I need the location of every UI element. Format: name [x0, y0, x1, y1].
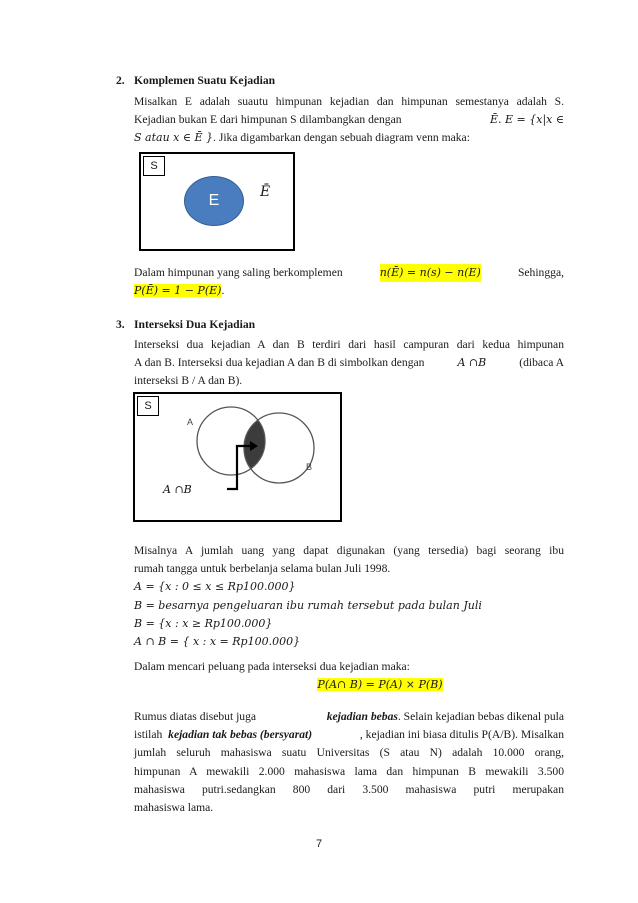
set-a-label: A: [187, 417, 194, 427]
universe-s-label-2: S: [137, 396, 159, 416]
s3-p1-line2-end: (dibaca A: [519, 356, 564, 370]
universe-s-label: S: [143, 156, 165, 176]
s3-p4-line1-bc: [327, 708, 564, 726]
section-2-heading: [116, 74, 275, 87]
section-2-paragraph-2: [134, 264, 564, 300]
s2-p2-line1: [134, 264, 564, 282]
s2-p1-line3-text: . Jika digambarkan dengan sebuah diagram venn maka:: [213, 131, 470, 145]
section-3-paragraph-4: [134, 708, 564, 817]
venn-ab-svg: [135, 394, 340, 520]
s3-p1-line1: Interseksi dua kejadian A dan B terdiri dari hasil campuran dari kedua himpunan: [134, 338, 564, 351]
s2-p1-line3: [134, 129, 564, 147]
set-b-label: B: [306, 462, 313, 472]
s3-p4-line3: jumlah seluruh mahasiswa suatu Universitas (S atau N) adalah 10.000 orang,: [134, 746, 564, 760]
s3-p4-line1-a: Rumus diatas disebut juga: [134, 710, 257, 723]
s3-p2-line2: rumah tangga untuk berbelanja selama bulan Juli 1998.: [134, 562, 391, 576]
s2-p1-line2-math: Ē. E = {x|x ∈: [489, 113, 564, 127]
s2-p2-math2: P(Ē) = 1 − P(E): [134, 284, 222, 298]
s2-p2-text2: Sehingga,: [517, 266, 564, 279]
s3-p1-line3: interseksi B / A dan B).: [134, 374, 243, 388]
section-3-heading: [116, 318, 255, 331]
s2-p1-line1: Misalkan E adalah suautu himpunan kejadian dan himpunan semestanya adalah S.: [134, 95, 564, 108]
set-ab-definition: A ∩ B = { x : x = Rp100.000}: [134, 635, 301, 649]
section-3-paragraph-2: [134, 542, 564, 651]
s2-p1-line2-text: Kejadian bukan E dari himpunan S dilambangkan dengan: [134, 113, 402, 127]
s3-p4-line1: [134, 708, 564, 726]
s3-p4-line1-c: . Selain kejadian bebas dikenal pula: [397, 710, 564, 723]
s3-p4-line2-ab: [134, 726, 312, 744]
venn-intersection-diagram: [133, 392, 342, 522]
s3-p3-line: Dalam mencari peluang pada interseksi dua kejadian maka:: [134, 660, 410, 673]
set-b-description: B = besarnya pengeluaran ibu rumah tersebut pada bulan Juli: [134, 598, 482, 612]
s3-p4-line2-a: istilah: [134, 728, 163, 742]
complement-e-bar-label: Ē: [260, 184, 271, 200]
intersection-formula: P(A∩ B) = P(A) × P(B): [317, 678, 443, 692]
event-e-label: E: [208, 192, 220, 209]
s3-p4-line2: [134, 726, 564, 744]
s2-p2-line2: [134, 282, 564, 300]
s2-p2-end: .: [221, 284, 225, 298]
s3-formula-line: [134, 676, 564, 694]
page-number: 7: [315, 838, 323, 850]
set-a-definition: A = {x : 0 ≤ x ≤ Rp100.000}: [134, 580, 296, 594]
s3-p4-line6: mahasiswa lama.: [134, 801, 214, 815]
s2-p2-math1: n(Ē) = n(s) − n(E): [380, 264, 481, 282]
s3-p1-line2: [134, 354, 564, 372]
section-2-number: 2.: [116, 74, 125, 87]
kejadian-bebas-term: kejadian bebas: [326, 710, 398, 723]
s3-p1-line2-math: A ∩B: [457, 356, 487, 370]
section-3-paragraph-3: [134, 658, 564, 694]
s3-p1-line2-text: A dan B. Interseksi dua kejadian A dan B di simbolkan dengan: [134, 356, 425, 370]
section-2-title: Komplemen Suatu Kejadian: [134, 74, 276, 87]
set-b-definition: B = {x : x ≥ Rp100.000}: [134, 616, 273, 630]
section-3-title: Interseksi Dua Kejadian: [134, 318, 256, 331]
s3-p2-line1: Misalnya A jumlah uang yang dapat digunakan (yang tersedia) bagi seorang ibu: [134, 544, 564, 557]
section-3-paragraph-1: [134, 336, 564, 391]
s3-p4-line5: mahasiswa putri.sedangkan 800 dari 3.500 mahasiswa putri merupakan: [134, 782, 564, 796]
section-2-paragraph-1: [134, 93, 564, 148]
s3-p4-line2-c: , kejadian ini biasa ditulis P(A/B). Misalkan: [359, 728, 564, 742]
venn-complement-diagram: [139, 152, 295, 251]
kejadian-tak-bebas-term: kejadian tak bebas (bersyarat): [168, 728, 313, 742]
s3-p4-line4: himpunan A mewakili 2.000 mahasiswa lama dan himpunan B mewakili 3.500: [134, 764, 564, 778]
s2-p2-text1: Dalam himpunan yang saling berkomplemen: [134, 266, 343, 279]
s2-p1-line3-math: S atau x ∈ Ē }: [134, 131, 214, 145]
intersection-label: A ∩B: [163, 483, 192, 496]
s2-p1-line2: [134, 111, 564, 129]
section-3-number: 3.: [116, 318, 125, 331]
event-e-circle: [184, 176, 244, 226]
